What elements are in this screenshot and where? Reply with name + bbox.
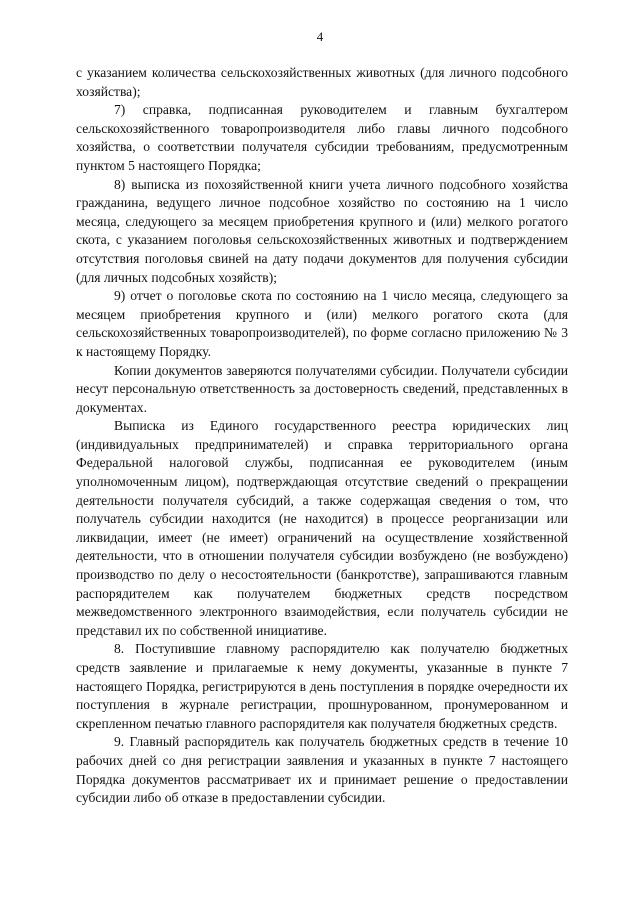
page-number: 4 <box>316 29 324 44</box>
paragraph-continuation: с указанием количества сельскохозяйственных животных (для личного подсобного хозяйства); <box>76 65 568 99</box>
paragraph-section-8: 8. Поступившие главному распорядителю как получателю бюджетных средств заявление и прилагаемые к нему документы, указанные в пункте 7 настоящего Порядка, регистрируются в день поступления в порядке очередности их поступления в журнале регистрации, прошнурованном, пронумерованном и скрепленном печатью главного распорядителя как получателя бюджетных средств. <box>76 641 568 731</box>
paragraph-item-9: 9) отчет о поголовье скота по состоянию на 1 число месяца, следующего за месяцем приобретения крупного и (или) мелкого рогатого скота (для сельскохозяйственных товаропроизводителей), по форме согласно приложению № 3 к настоящему Порядку. <box>76 288 568 359</box>
paragraph-copies: Копии документов заверяются получателями субсидии. Получатели субсидии несут персональную ответственность за достоверность сведений, представленных в документах. <box>76 362 568 415</box>
document-body <box>76 64 568 808</box>
paragraph-item-7: 7) справка, подписанная руководителем и главным бухгалтером сельскохозяйственного товаропроизводителя либо главы личного подсобного хозяйства, о соответствии получателя субсидии требованиям, предусмотренным пунктом 5 настоящего Порядка; <box>76 102 568 173</box>
paragraph-registry-extract: Выписка из Единого государственного реестра юридических лиц (индивидуальных предпринимателей) и справка территориального органа Федеральной налоговой службы, подписанная ее руководителем (иным уполномоченным лицом), подтверждающая отсутствие сведений о прекращении деятельности получателя субсидий, а также содержащая сведения о том, что получатель субсидии находится (не находится) в процессе реорганизации или ликвидации, имеет (не имеет) ограничений на осуществление хозяйственной деятельности, что в отношении получателя субсидии возбуждено (не возбуждено) производство по делу о несостоятельности (банкротстве), запрашиваются главным распорядителем как получателем бюджетных средств посредством межведомственного электронного взаимодействия, если получатель субсидии не представил их по собственной инициативе. <box>76 418 568 638</box>
paragraph-section-9: 9. Главный распорядитель как получатель бюджетных средств в течение 10 рабочих дней со дня регистрации заявления и указанных в пункте 7 настоящего Порядка документов рассматривает их и принимает решение о предоставлении субсидии либо об отказе в предоставлении субсидии. <box>76 734 568 806</box>
paragraph-item-8: 8) выписка из похозяйственной книги учета личного подсобного хозяйства гражданина, ведущего личное подсобное хозяйство по состоянию на 1 число месяца, следующего за месяцем приобретения крупного и (или) мелкого рогатого скота, с указанием поголовья сельскохозяйственных животных и подтверждением отсутствия поголовья свиней на дату подачи документов для получения субсидии (для личных подсобных хозяйств); <box>76 176 568 285</box>
